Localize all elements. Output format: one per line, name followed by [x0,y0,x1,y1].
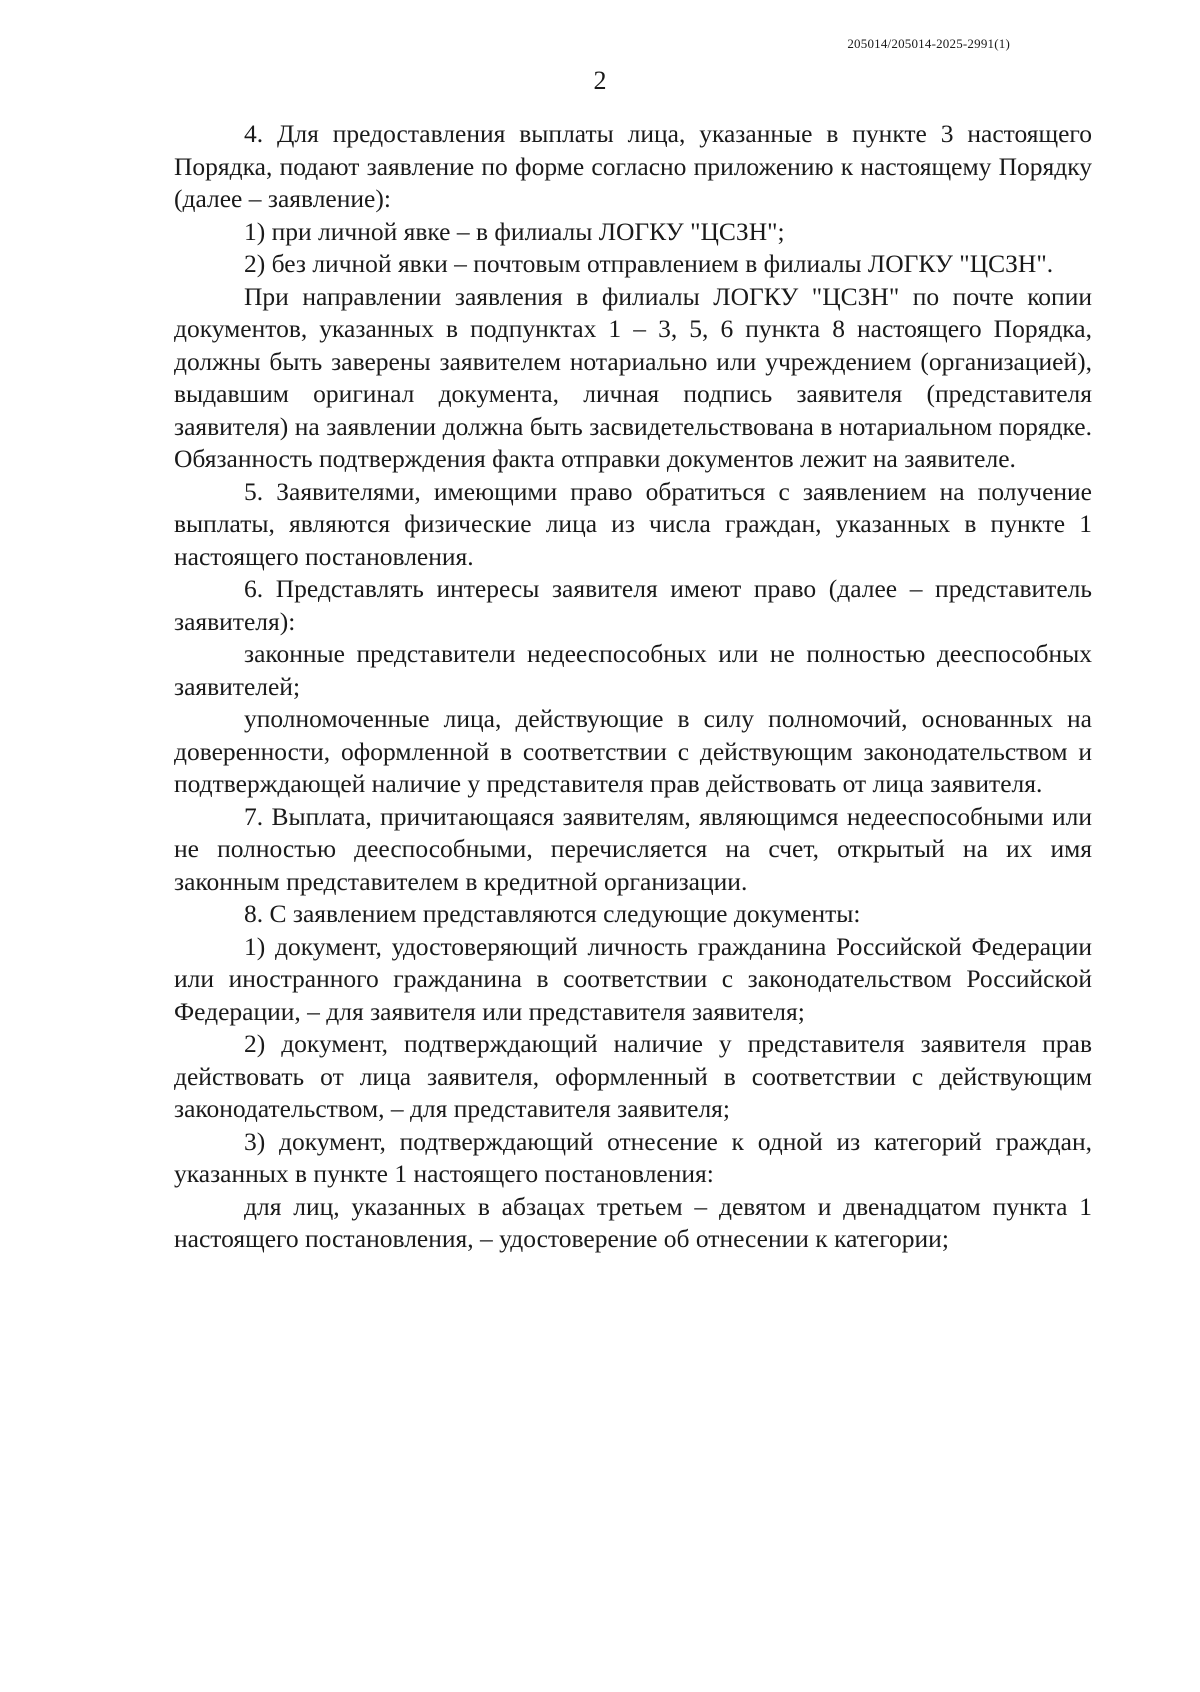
paragraph: 8. С заявлением представляются следующие документы: [244,899,861,928]
paragraph: законные представители недееспособных или не полностью дееспособных заявителей; [174,639,1092,701]
paragraph: уполномоченные лица, действующие в силу полномочий, основанных на доверенности, оформленной в соответствии с действующим законодательством и подтверждающей наличие у представителя прав действовать от лица заявителя. [174,704,1092,798]
document-body [174,118,1092,1256]
paragraph: 1) документ, удостоверяющий личность гражданина Российской Федерации или иностранного гражданина в соответствии с законодательством Российской Федерации, – для заявителя или представителя заявителя; [174,931,1092,1026]
paragraph: 2) без личной явки – почтовым отправлением в филиалы ЛОГКУ "ЦСЗН". [244,249,1054,278]
paragraph: 7. Выплата, причитающаяся заявителям, являющимся недееспособными или не полностью дееспособными, перечисляется на счет, открытый на их имя законным представителем в кредитной организации. [174,801,1092,896]
paragraph: 2) документ, подтверждающий наличие у представителя заявителя прав действовать от лица заявителя, оформленный в соответствии с действующим законодательством, – для представителя заявителя; [174,1029,1092,1123]
paragraph: для лиц, указанных в абзацах третьем – девятом и двенадцатом пункта 1 настоящего постановления, – удостоверение об отнесении к категории; [174,1191,1092,1253]
page-number: 2 [593,66,607,95]
document-id: 205014/205014-2025-2991(1) [847,36,1010,51]
paragraph: 1) при личной явке – в филиалы ЛОГКУ "ЦСЗН"; [244,216,785,246]
paragraph: 4. Для предоставления выплаты лица, указанные в пункте 3 настоящего Порядка, подают заявление по форме согласно приложению к настоящему Порядку (далее – заявление): [174,119,1092,213]
paragraph: 3) документ, подтверждающий отнесение к одной из категорий граждан, указанных в пункте 1 настоящего постановления: [174,1126,1092,1188]
paragraph: 6. Представлять интересы заявителя имеют право (далее – представитель заявителя): [174,574,1092,636]
paragraph: 5. Заявителями, имеющими право обратиться с заявлением на получение выплаты, являются физические лица из числа граждан, указанных в пункте 1 настоящего постановления. [174,476,1092,571]
paragraph: При направлении заявления в филиалы ЛОГКУ "ЦСЗН" по почте копии документов, указанных в подпунктах 1 – 3, 5, 6 пункта 8 настоящего Порядка, должны быть заверены заявителем нотариально или учреждением (организацией), выдавшим оригинал документа, личная подпись заявителя (представителя заявителя) на заявлении должна быть засвидетельствована в нотариальном порядке. Обязанность подтверждения факта отправки документов лежит на заявителе. [174,281,1092,473]
